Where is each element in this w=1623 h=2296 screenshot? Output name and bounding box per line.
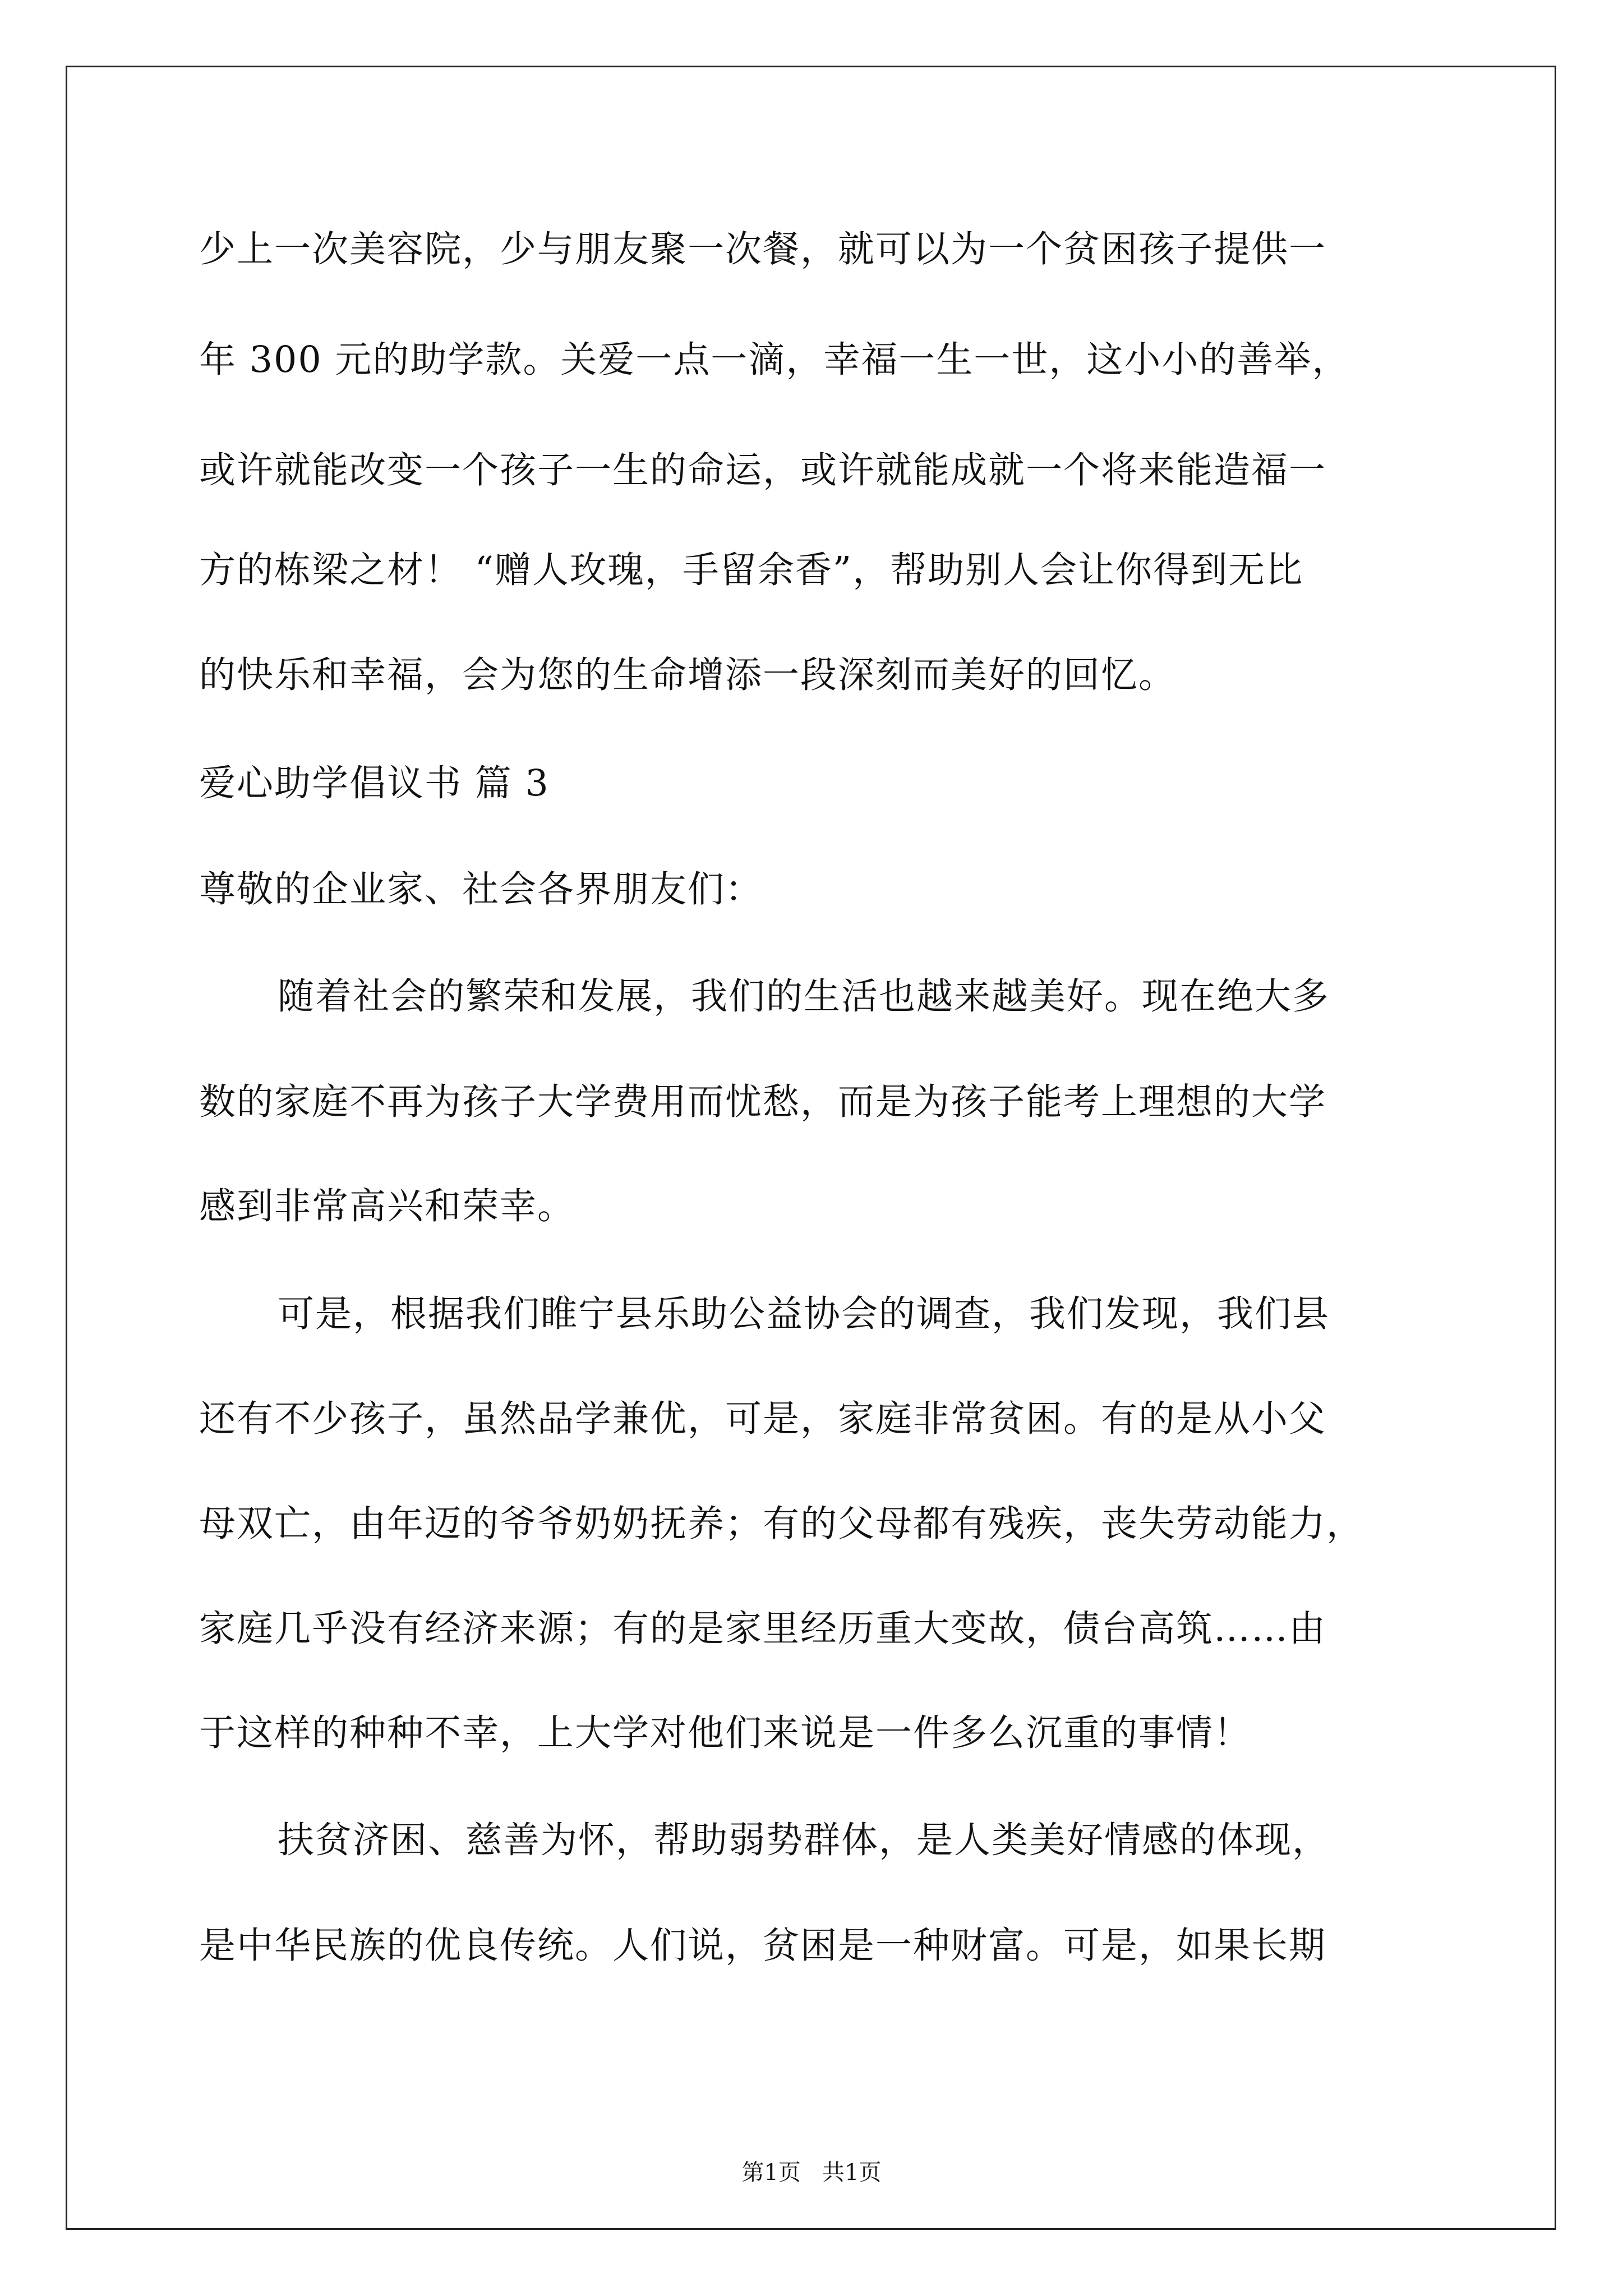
paragraph-line-1: 少上一次美容院，少与朋友聚一次餐，就可以为一个贫困孩子提供一	[199, 228, 1327, 270]
page-footer: 第1页 共1页	[741, 2160, 882, 2185]
salutation: 尊敬的企业家、社会各界朋友们：	[199, 868, 763, 910]
paragraph-line-15: 于这样的种种不幸，上大学对他们来说是一件多么沉重的事情！	[199, 1712, 1252, 1754]
paragraph-line-12: 还有不少孩子，虽然品学兼优，可是，家庭非常贫困。有的是从小父	[199, 1398, 1327, 1440]
paragraph-line-13: 母双亡，由年迈的爷爷奶奶抚养；有的父母都有残疾，丧失劳动能力，	[199, 1503, 1364, 1545]
paragraph-line-3: 或许就能改变一个孩子一生的命运，或许就能成就一个将来能造福一	[199, 449, 1327, 491]
paragraph-line-9: 数的家庭不再为孩子大学费用而忧愁，而是为孩子能考上理想的大学	[199, 1081, 1327, 1123]
paragraph-line-8: 随着社会的繁荣和发展，我们的生活也越来越美好。现在绝大多	[278, 976, 1330, 1018]
paragraph-line-2: 年 300 元的助学款。关爱一点一滴，幸福一生一世，这小小的善举，	[199, 339, 1350, 381]
paragraph-line-4: 方的栋梁之材！ “赠人玫瑰，手留余香”，帮助别人会让你得到无比	[199, 549, 1304, 591]
paragraph-line-17: 是中华民族的优良传统。人们说，贫困是一种财富。可是，如果长期	[199, 1925, 1327, 1967]
section-heading: 爱心助学倡议书 篇 3	[199, 762, 550, 804]
paragraph-line-5: 的快乐和幸福，会为您的生命增添一段深刻而美好的回忆。	[199, 654, 1177, 696]
paragraph-line-11: 可是，根据我们睢宁县乐助公益协会的调查，我们发现，我们县	[278, 1293, 1330, 1335]
page-border	[66, 66, 1556, 2230]
paragraph-line-10: 感到非常高兴和荣幸。	[199, 1185, 575, 1227]
paragraph-line-14: 家庭几乎没有经济来源；有的是家里经历重大变故，债台高筑……由	[199, 1608, 1327, 1650]
paragraph-line-16: 扶贫济困、慈善为怀，帮助弱势群体，是人类美好情感的体现，	[278, 1819, 1330, 1861]
